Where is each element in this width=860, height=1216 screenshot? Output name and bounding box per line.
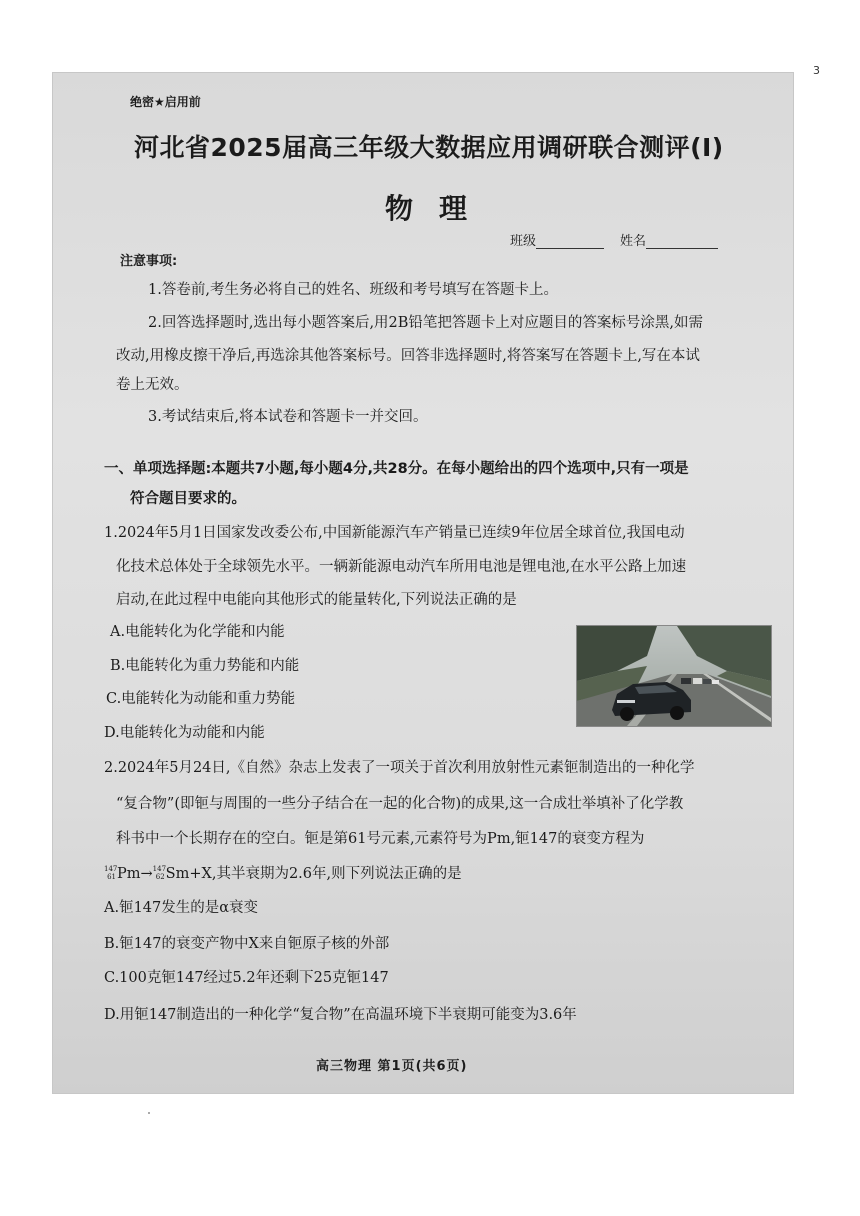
electric-car-photo — [576, 625, 772, 727]
note-line-2: 2.回答选择题时,选出每小题答案后,用2B铅笔把答题卡上对应题目的答案标号涂黑,如需 — [148, 315, 704, 331]
class-blank — [536, 234, 604, 249]
note-line-4: 卷上无效。 — [116, 377, 189, 393]
q2-stem-tail: +X,其半衰期为2.6年,则下列说法正确的是 — [189, 866, 462, 882]
q1-option-b: B.电能转化为重力势能和内能 — [110, 658, 300, 674]
q2-option-b: B.钷147的衰变产物中X来自钷原子核的外部 — [104, 936, 390, 952]
exam-title: 河北省2025届高三年级大数据应用调研联合测评(I) — [134, 133, 724, 162]
q1-option-c: C.电能转化为动能和重力势能 — [106, 691, 296, 707]
section-heading: 一、单项选择题:本题共7小题,每小题4分,共28分。在每小题给出的四个选项中,只有一项是 — [104, 461, 689, 477]
pm-symbol: Pm — [117, 866, 141, 882]
class-field — [510, 230, 604, 249]
sm-atomic-number: 62 — [155, 873, 165, 881]
page-footer: 高三物理 第1页(共6页) — [316, 1059, 468, 1074]
section-heading-cont: 符合题目要求的。 — [130, 491, 246, 507]
q1-stem-line-2: 化技术总体处于全球领先水平。一辆新能源电动汽车所用电池是锂电池,在水平公路上加速 — [116, 559, 687, 575]
sm-symbol: Sm — [165, 866, 190, 882]
q2-stem-line-3: 科书中一个长期存在的空白。钷是第61号元素,元素符号为Pm,钷147的衰变方程为 — [116, 831, 645, 847]
subject-title: 物理 — [385, 192, 494, 225]
q1-stem-line-1: 1.2024年5月1日国家发改委公布,中国新能源汽车产销量已连续9年位居全球首位,我国电动 — [104, 525, 685, 541]
pm-nuclide-numbers — [104, 865, 116, 883]
note-line-1: 1.答卷前,考生务必将自己的姓名、班级和考号填写在答题卡上。 — [148, 282, 558, 298]
page-corner-mark: 3 — [813, 64, 820, 77]
sm-nuclide-numbers — [153, 865, 165, 883]
q1-option-d: D.电能转化为动能和内能 — [104, 725, 265, 741]
q1-option-a: A.电能转化为化学能和内能 — [110, 624, 285, 640]
secret-mark: 绝密★启用前 — [130, 95, 201, 109]
q2-option-c: C.100克钷147经过5.2年还剩下25克钷147 — [104, 970, 389, 986]
name-field — [620, 230, 718, 249]
q2-stem-line-2: “复合物”(即钷与周围的一些分子结合在一起的化合物)的成果,这一合成壮举填补了化学教 — [116, 796, 684, 812]
class-label: 班级 — [510, 234, 537, 249]
name-label: 姓名 — [620, 234, 647, 249]
note-line-5: 3.考试结束后,将本试卷和答题卡一并交回。 — [148, 409, 428, 425]
sm-mass-number: 147 — [152, 865, 167, 873]
q2-option-a: A.钷147发生的是α衰变 — [104, 900, 259, 916]
scan-speck — [148, 1112, 150, 1114]
name-blank — [646, 234, 718, 249]
pm-mass-number: 147 — [104, 865, 118, 873]
decay-arrow-icon: → — [140, 866, 153, 882]
notes-heading: 注意事项: — [120, 254, 178, 269]
decay-equation — [104, 862, 462, 883]
q2-option-d: D.用钷147制造出的一种化学“复合物”在高温环境下半衰期可能变为3.6年 — [104, 1007, 577, 1023]
note-line-3: 改动,用橡皮擦干净后,再选涂其他答案标号。回答非选择题时,将答案写在答题卡上,写在本试 — [116, 348, 700, 364]
pm-atomic-number: 61 — [107, 873, 116, 881]
q1-stem-line-3: 启动,在此过程中电能向其他形式的能量转化,下列说法正确的是 — [116, 592, 517, 608]
q2-stem-line-1: 2.2024年5月24日,《自然》杂志上发表了一项关于首次利用放射性元素钷制造出的一种化学 — [104, 760, 695, 776]
